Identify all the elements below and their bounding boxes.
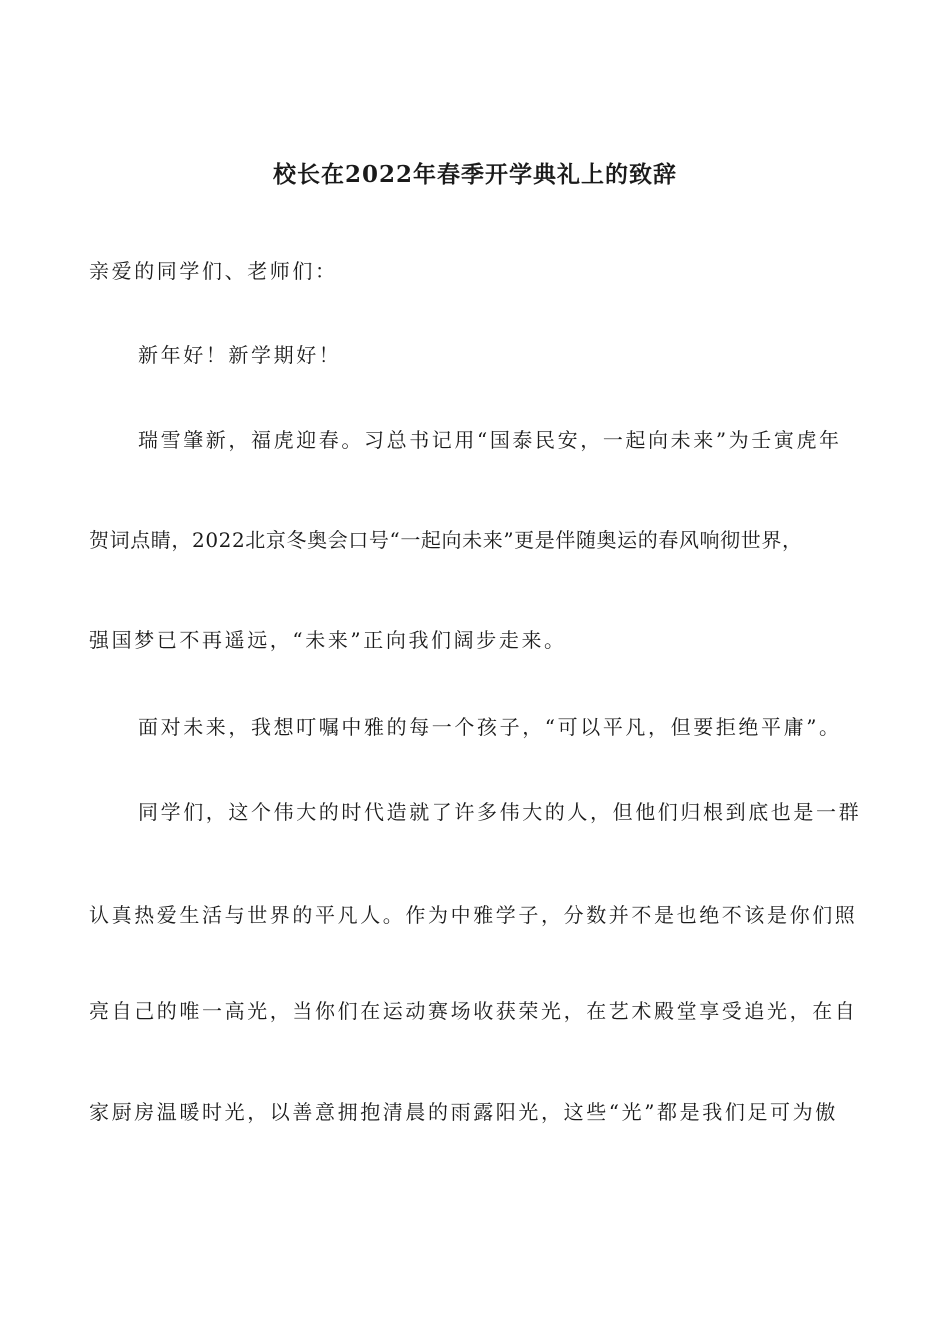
paragraph-line: 新年好！新学期好！ xyxy=(138,343,342,367)
paragraph-line: 面对未来，我想叮嘱中雅的每一个孩子，“可以平凡，但要拒绝平庸”。 xyxy=(138,715,842,739)
paragraph-line: 瑞雪肇新，福虎迎春。习总书记用“国泰民安，一起向未来”为壬寅虎年 xyxy=(138,428,842,452)
paragraph-line: 认真热爱生活与世界的平凡人。作为中雅学子，分数并不是也绝不该是你们照 xyxy=(89,903,858,927)
paragraph-line: 家厨房温暖时光，以善意拥抱清晨的雨露阳光，这些“光”都是我们足可为傲 xyxy=(89,1100,838,1124)
salutation: 亲爱的同学们、老师们： xyxy=(89,259,338,283)
paragraph-line: 贺词点睛，2022北京冬奥会口号“一起向未来”更是伴随奥运的春风响彻世界， xyxy=(89,528,803,552)
paragraph-line: 同学们，这个伟大的时代造就了许多伟大的人，但他们归根到底也是一群 xyxy=(138,800,862,824)
paragraph-line: 亮自己的唯一高光，当你们在运动赛场收获荣光，在艺术殿堂享受追光，在自 xyxy=(89,999,858,1023)
paragraph-line: 强国梦已不再遥远，“未来”正向我们阔步走来。 xyxy=(89,628,567,652)
document-title: 校长在2022年春季开学典礼上的致辞 xyxy=(272,161,677,188)
